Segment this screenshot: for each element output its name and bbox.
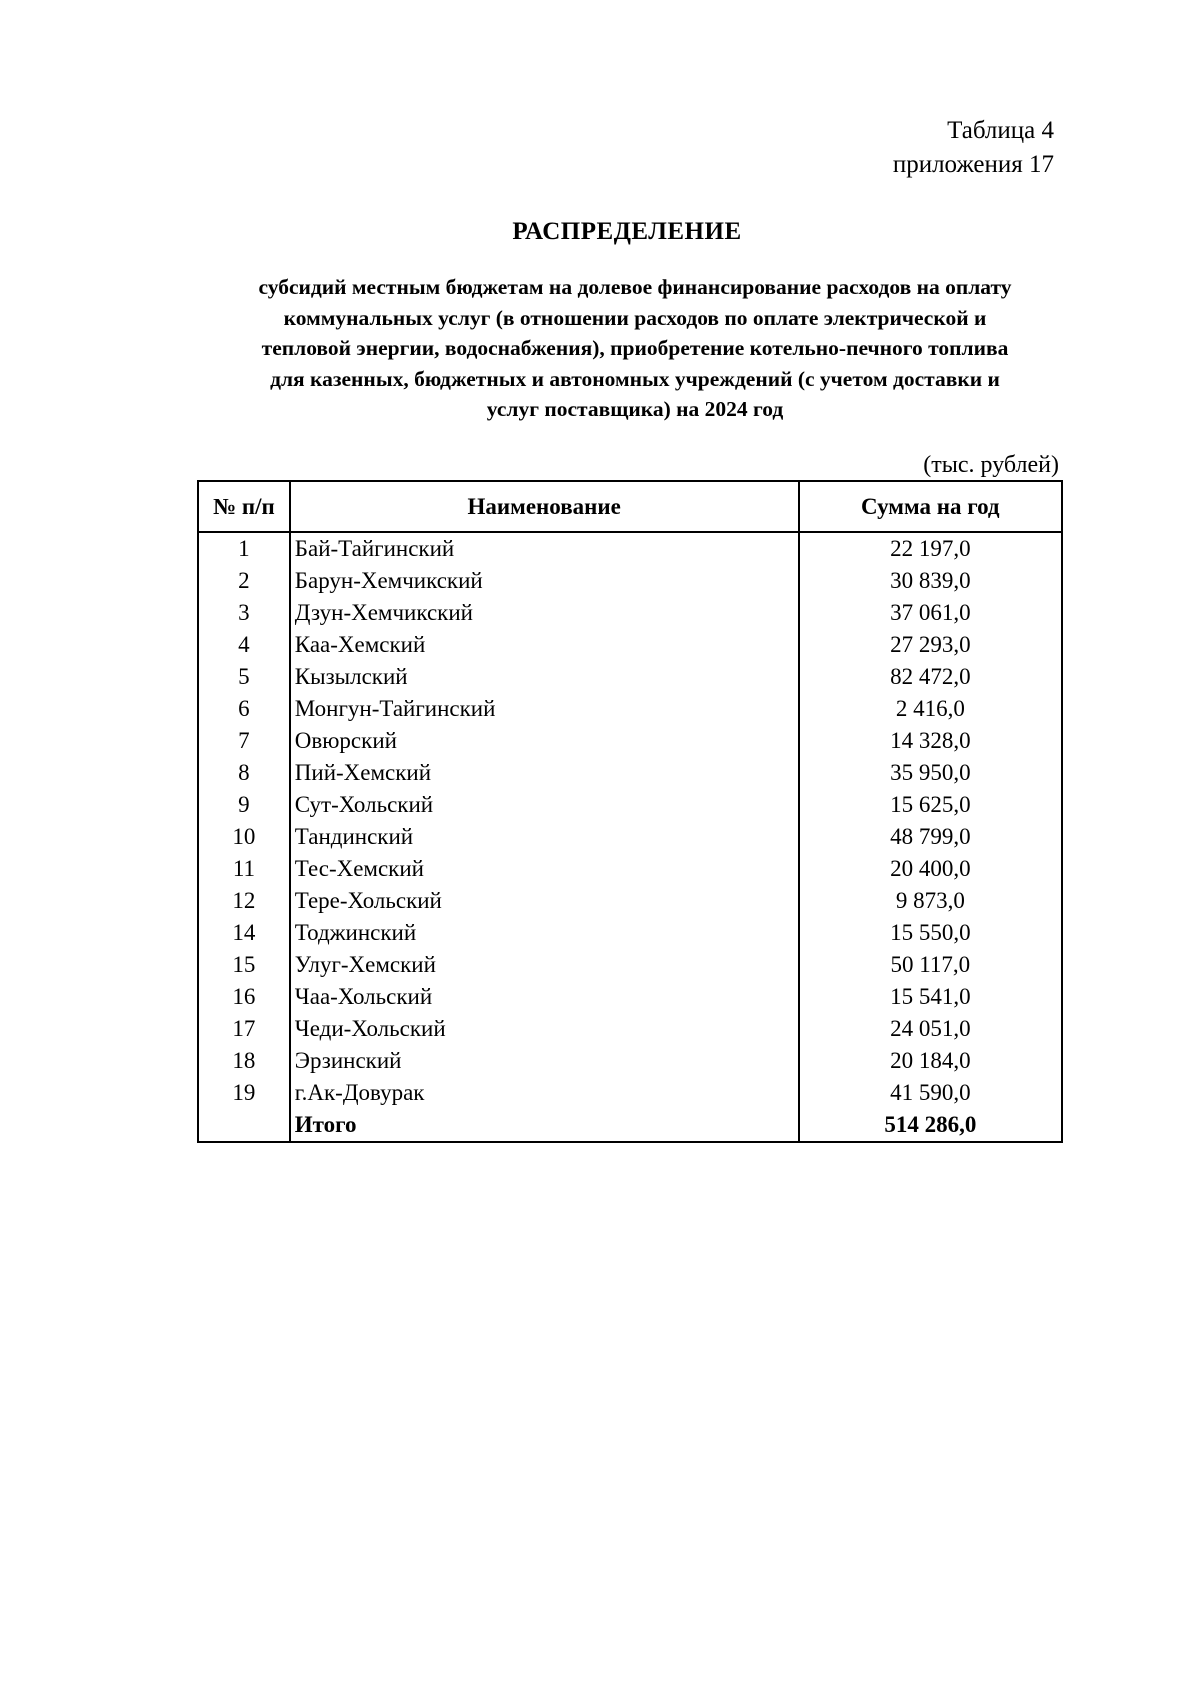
table-row <box>198 917 1062 949</box>
cell-name: Сут-Хольский <box>290 789 799 821</box>
table-row <box>198 532 1062 565</box>
table-row <box>198 661 1062 693</box>
cell-sum: 37 061,0 <box>799 597 1062 629</box>
cell-number: 10 <box>198 821 290 853</box>
table-row <box>198 1077 1062 1109</box>
total-row <box>198 1109 1062 1142</box>
column-header-sum: Сумма на год <box>799 481 1062 532</box>
subtitle-line: коммунальных услуг (в отношении расходов по оплате электрической и <box>283 305 987 330</box>
column-header-name: Наименование <box>290 481 799 532</box>
table-row <box>198 1045 1062 1077</box>
table-row <box>198 1013 1062 1045</box>
cell-sum: 15 550,0 <box>799 917 1062 949</box>
table-header-row <box>198 481 1062 532</box>
table-label: Таблица 4 <box>947 117 1054 144</box>
table-row <box>198 821 1062 853</box>
cell-name: Эрзинский <box>290 1045 799 1077</box>
cell-name: Чаа-Хольский <box>290 981 799 1013</box>
document-header <box>893 114 1054 182</box>
cell-name: Пий-Хемский <box>290 757 799 789</box>
table-row <box>198 981 1062 1013</box>
cell-name: Каа-Хемский <box>290 629 799 661</box>
document-subtitle <box>190 272 1080 425</box>
cell-number: 8 <box>198 757 290 789</box>
cell-number: 4 <box>198 629 290 661</box>
cell-number: 12 <box>198 885 290 917</box>
cell-name: Тес-Хемский <box>290 853 799 885</box>
cell-sum: 30 839,0 <box>799 565 1062 597</box>
table-row <box>198 565 1062 597</box>
cell-sum: 22 197,0 <box>799 532 1062 565</box>
cell-name: Дзун-Хемчикский <box>290 597 799 629</box>
document-title: РАСПРЕДЕЛЕНИЕ <box>512 218 742 245</box>
subtitle-line: услуг поставщика) на 2024 год <box>486 397 784 421</box>
cell-name: Барун-Хемчикский <box>290 565 799 597</box>
cell-sum: 9 873,0 <box>799 885 1062 917</box>
table-row <box>198 629 1062 661</box>
cell-name: Чеди-Хольский <box>290 1013 799 1045</box>
cell-sum: 35 950,0 <box>799 757 1062 789</box>
cell-number: 7 <box>198 725 290 757</box>
table-row <box>198 789 1062 821</box>
cell-number: 18 <box>198 1045 290 1077</box>
table-row <box>198 597 1062 629</box>
cell-sum: 50 117,0 <box>799 949 1062 981</box>
cell-name: Тере-Хольский <box>290 885 799 917</box>
table-body <box>198 532 1062 1142</box>
distribution-table <box>197 480 1063 1143</box>
cell-number: 16 <box>198 981 290 1013</box>
cell-sum: 27 293,0 <box>799 629 1062 661</box>
cell-sum: 15 625,0 <box>799 789 1062 821</box>
cell-name: Тандинский <box>290 821 799 853</box>
cell-sum: 24 051,0 <box>799 1013 1062 1045</box>
column-header-number: № п/п <box>198 481 290 532</box>
appendix-label: приложения 17 <box>892 151 1054 178</box>
cell-number: 15 <box>198 949 290 981</box>
cell-name: Овюрский <box>290 725 799 757</box>
cell-sum: 14 328,0 <box>799 725 1062 757</box>
subtitle-line: для казенных, бюджетных и автономных учреждений (с учетом доставки и <box>270 366 1000 391</box>
cell-number <box>198 1109 290 1142</box>
cell-sum: 15 541,0 <box>799 981 1062 1013</box>
cell-name: Бай-Тайгинский <box>290 532 799 565</box>
cell-name: Тоджинский <box>290 917 799 949</box>
cell-sum: 82 472,0 <box>799 661 1062 693</box>
cell-number: 6 <box>198 693 290 725</box>
cell-sum: 20 400,0 <box>799 853 1062 885</box>
cell-name: Кызылский <box>290 661 799 693</box>
cell-name: г.Ак-Довурак <box>290 1077 799 1109</box>
cell-name: Итого <box>290 1109 799 1142</box>
table-row <box>198 853 1062 885</box>
table-row <box>198 885 1062 917</box>
cell-number: 19 <box>198 1077 290 1109</box>
cell-number: 1 <box>198 532 290 565</box>
cell-number: 2 <box>198 565 290 597</box>
subtitle-line: субсидий местным бюджетам на долевое финансирование расходов на оплату <box>258 275 1012 299</box>
cell-sum: 514 286,0 <box>799 1109 1062 1142</box>
table-row <box>198 725 1062 757</box>
table-row <box>198 693 1062 725</box>
cell-sum: 41 590,0 <box>799 1077 1062 1109</box>
cell-number: 3 <box>198 597 290 629</box>
cell-name: Монгун-Тайгинский <box>290 693 799 725</box>
cell-sum: 2 416,0 <box>799 693 1062 725</box>
cell-sum: 20 184,0 <box>799 1045 1062 1077</box>
cell-number: 11 <box>198 853 290 885</box>
cell-number: 14 <box>198 917 290 949</box>
cell-number: 17 <box>198 1013 290 1045</box>
table-row <box>198 949 1062 981</box>
cell-sum: 48 799,0 <box>799 821 1062 853</box>
cell-name: Улуг-Хемский <box>290 949 799 981</box>
subtitle-line: тепловой энергии, водоснабжения), приобретение котельно-печного топлива <box>261 336 1009 360</box>
units-label: (тыс. рублей) <box>923 452 1059 478</box>
cell-number: 5 <box>198 661 290 693</box>
cell-number: 9 <box>198 789 290 821</box>
table-row <box>198 757 1062 789</box>
